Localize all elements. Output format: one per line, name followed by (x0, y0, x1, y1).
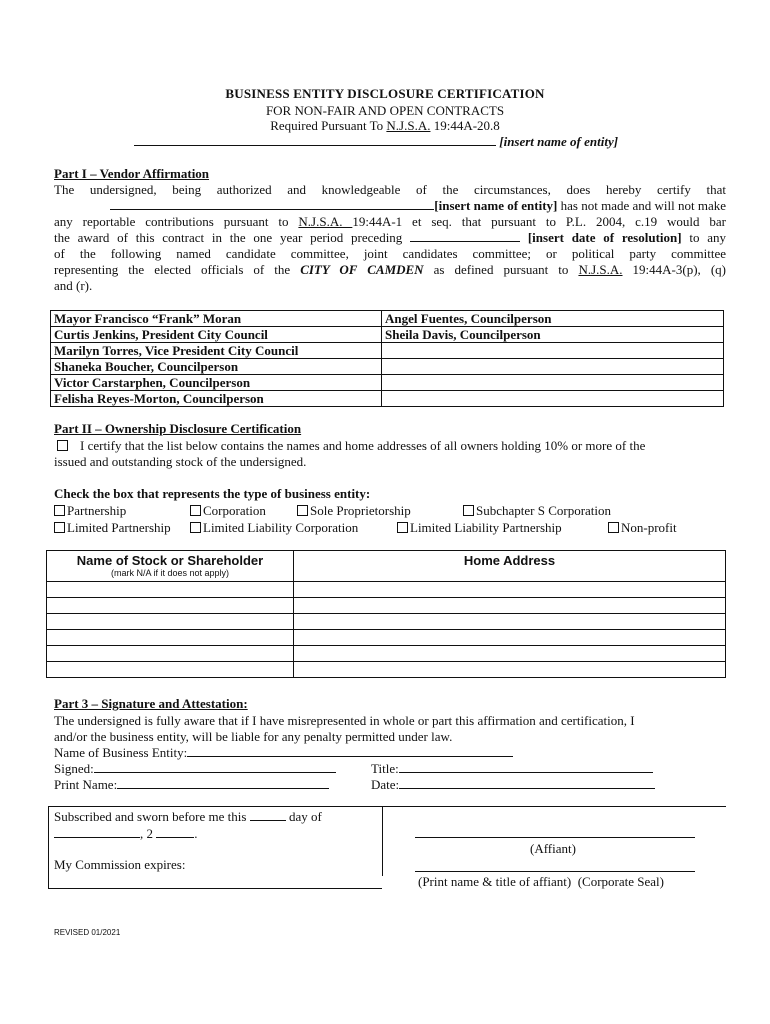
month-field[interactable] (54, 826, 140, 838)
affiant-signature-line[interactable] (415, 837, 695, 838)
entity-type-llc[interactable]: Limited Liability Corporation (190, 520, 358, 536)
table-row (47, 582, 726, 598)
revision-date: REVISED 01/2021 (54, 928, 121, 937)
commission-expires: My Commission expires: (54, 857, 186, 872)
signed-field[interactable]: Signed: (54, 761, 336, 777)
checkbox-icon[interactable] (608, 522, 619, 533)
ownership-certify-line2: issued and outstanding stock of the undersigned. (54, 454, 307, 469)
certify-checkbox[interactable] (57, 440, 68, 451)
part2-heading: Part II – Ownership Disclosure Certification (54, 421, 302, 436)
part3-line2: and/or the business entity, will be liable for any penalty permitted under law. (54, 729, 453, 744)
resolution-date-field[interactable] (410, 230, 520, 242)
checkbox-icon[interactable] (297, 505, 308, 516)
part1-line2: [insert name of entity] has not made and will not make (54, 198, 726, 214)
entity-type-heading: Check the box that represents the type of business entity: (54, 486, 371, 501)
table-row (47, 630, 726, 646)
part1-line4: the award of this contract in the one year period preceding [insert date of resolution] to any (54, 230, 726, 245)
form-subtitle: FOR NON-FAIR AND OPEN CONTRACTS (265, 103, 505, 118)
entity-type-subchapter-s[interactable]: Subchapter S Corporation (463, 503, 611, 519)
table-row (47, 598, 726, 614)
affiant-print-label: (Print name & title of affiant) (Corporate Seal) (418, 874, 664, 889)
table-row (47, 614, 726, 630)
day-field[interactable] (250, 809, 286, 821)
part1-line7: and (r). (54, 278, 93, 293)
officials-table (50, 310, 724, 407)
part3-line1: The undersigned is fully aware that if I have misrepresented in whole or part this affirmation and certification, I (54, 713, 635, 728)
checkbox-icon[interactable] (463, 505, 474, 516)
ownership-table (46, 550, 726, 678)
part3-heading: Part 3 – Signature and Attestation: (54, 696, 248, 711)
home-address-column-header: Home Address (294, 551, 726, 582)
affiant-print-line[interactable] (415, 871, 695, 872)
checkbox-icon[interactable] (397, 522, 408, 533)
checkbox-icon[interactable] (190, 522, 201, 533)
entity-type-llp[interactable]: Limited Liability Partnership (397, 520, 562, 536)
part1-heading: Part I – Vendor Affirmation (54, 166, 210, 181)
business-entity-name-field[interactable]: Name of Business Entity: (54, 745, 513, 761)
table-row: Marilyn Torres, Vice President City Council (51, 343, 724, 359)
form-statute: Required Pursuant To N.J.S.A. 19:44A-20.8 (270, 118, 500, 133)
entity-type-limited-partnership[interactable]: Limited Partnership (54, 520, 171, 536)
entity-type-non-profit[interactable]: Non-profit (608, 520, 677, 536)
form-title: BUSINESS ENTITY DISCLOSURE CERTIFICATION (225, 86, 545, 101)
date-field[interactable]: Date: (371, 777, 655, 793)
entity-name-field[interactable] (110, 198, 434, 210)
part1-line3: any reportable contributions pursuant to N.J.S.A. 19:44A-1 et seq. that pursuant to P.L. 2004, c.19 would bar (54, 214, 726, 229)
part1-line6: representing the elected officials of the CITY OF CAMDEN as defined pursuant to N.J.S.A. 19:44A-3(p), (q) (54, 262, 726, 277)
entity-type-corporation[interactable]: Corporation (190, 503, 266, 519)
table-row: Victor Carstarphen, Councilperson (51, 375, 724, 391)
title-field[interactable]: Title: (371, 761, 653, 777)
table-row: Curtis Jenkins, President City Council Sheila Davis, Councilperson (51, 327, 724, 343)
print-name-field[interactable]: Print Name: (54, 777, 329, 793)
ownership-certify: I certify that the list below contains the names and home addresses of all owners holding 10% or more of the (54, 438, 726, 454)
year-field[interactable] (156, 826, 194, 838)
part1-line5: of the following named candidate committee, joint candidates committee; or political party committee (54, 246, 726, 261)
table-row (47, 646, 726, 662)
table-row: Felisha Reyes-Morton, Councilperson (51, 391, 724, 407)
table-row (47, 662, 726, 678)
month-year-line: , 2 . (54, 826, 198, 842)
sworn-line: Subscribed and sworn before me this day of (54, 809, 322, 824)
table-row: Mayor Francisco “Frank” Moran Angel Fuentes, Councilperson (51, 311, 724, 327)
entity-type-sole-proprietorship[interactable]: Sole Proprietorship (297, 503, 411, 519)
entity-name-line[interactable]: [insert name of entity] (134, 134, 618, 150)
table-row: Shaneka Boucher, Councilperson (51, 359, 724, 375)
shareholder-column-header: Name of Stock or Shareholder (mark N/A if it does not apply) (47, 551, 294, 582)
affiant-label: (Affiant) (530, 841, 576, 856)
entity-type-partnership[interactable]: Partnership (54, 503, 126, 519)
checkbox-icon[interactable] (190, 505, 201, 516)
checkbox-icon[interactable] (54, 505, 65, 516)
part1-line1: The undersigned, being authorized and knowledgeable of the circumstances, does hereby certify that (54, 182, 726, 197)
checkbox-icon[interactable] (54, 522, 65, 533)
